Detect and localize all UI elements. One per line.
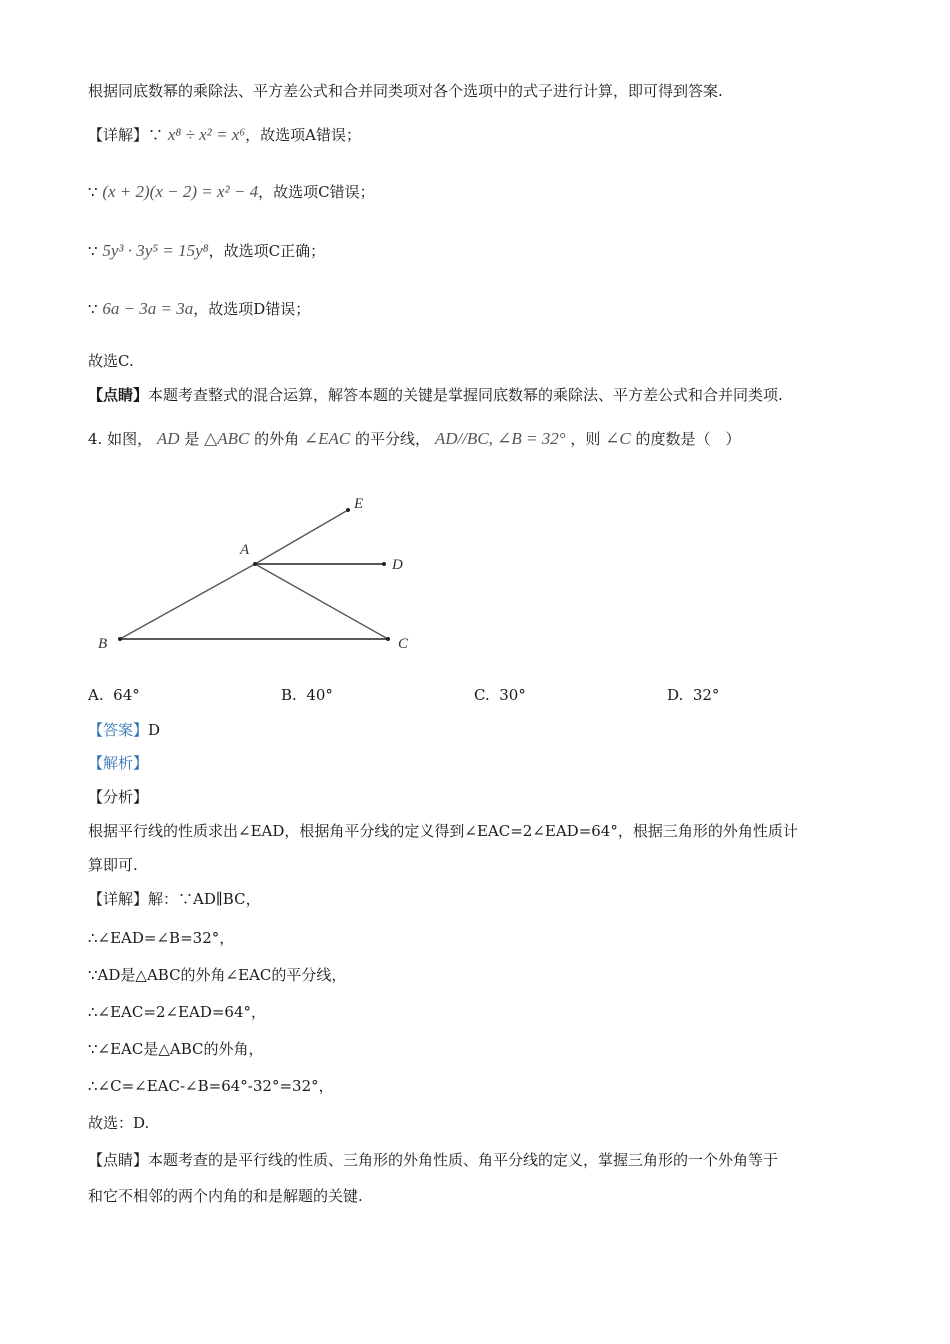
q4-question: 4. 如图， AD 是 △ABC 的外角 ∠EAC 的平分线， AD//BC, ∠B = 32° ，则 ∠C 的度数是（ ） — [88, 429, 741, 448]
detail-label: 【详解】 — [88, 126, 149, 144]
label-b: B — [98, 636, 108, 652]
label-e: E — [354, 496, 364, 512]
answer-label: 【答案】 — [88, 721, 149, 739]
analysis-label: 【解析】 — [88, 754, 149, 772]
q3-step4: ∵ 6a − 3a = 3a，故选项D错误； — [88, 299, 311, 318]
fenxi-line-2: 算即可. — [88, 856, 138, 874]
q4-comment-2: 和它不相邻的两个内角的和是解题的关键. — [88, 1187, 363, 1205]
q3-step1: 【详解】∵ x⁸ ÷ x² = x⁶，故选项A错误； — [88, 125, 362, 144]
fenxi-line-1: 根据平行线的性质求出∠EAD，根据角平分线的定义得到∠EAC=2∠EAD=64°，根据三角形的外角性质计 — [88, 822, 798, 840]
q4-comment-1: 【点睛】本题考查的是平行线的性质、三角形的外角性质、角平分线的定义，掌握三角形的一个外角等于 — [88, 1151, 779, 1169]
step1-formula: x⁸ ÷ x² = x⁶ — [167, 125, 246, 144]
detail-line-5: ∴∠C=∠EAC-∠B=64°-32°=32°， — [88, 1077, 334, 1095]
option-c: C. 30° — [474, 686, 526, 704]
step4-formula: 6a − 3a = 3a — [102, 299, 194, 318]
q3-step2: ∵ (x + 2)(x − 2) = x² − 4，故选项C错误； — [88, 182, 375, 201]
geometry-figure — [88, 490, 428, 660]
segment-ac — [255, 564, 388, 639]
segment-ae — [255, 510, 348, 564]
detail-head: 【详解】解：∵AD∥BC， — [88, 890, 261, 908]
label-d: D — [392, 557, 403, 573]
step3-formula: 5y³ · 3y⁵ = 15y⁸ — [102, 241, 209, 260]
q3-comment: 【点睛】本题考查整式的混合运算，解答本题的关键是掌握同底数幂的乘除法、平方差公式和合并同类项. — [88, 386, 783, 404]
detail-line-1: ∴∠EAD=∠B=32°， — [88, 929, 235, 947]
q3-choose: 故选C. — [88, 352, 134, 370]
detail-line-2: ∵AD是△ABC的外角∠EAC的平分线， — [88, 966, 347, 984]
label-a: A — [240, 542, 250, 558]
option-d: D. 32° — [667, 686, 720, 704]
answer-line: 【答案】D — [88, 721, 161, 739]
label-c: C — [398, 636, 409, 652]
detail-line-4: ∵∠EAC是△ABC的外角， — [88, 1040, 264, 1058]
q3-step3: ∵ 5y³ · 3y⁵ = 15y⁸，故选项C正确； — [88, 241, 326, 260]
comment-label: 【点睛】 — [88, 386, 149, 404]
detail-line-3: ∴∠EAC=2∠EAD=64°， — [88, 1003, 267, 1021]
fenxi-label: 【分析】 — [88, 788, 149, 806]
intro-text: 根据同底数幂的乘除法、平方差公式和合并同类项对各个选项中的式子进行计算，即可得到答案. — [88, 82, 723, 100]
option-b: B. 40° — [281, 686, 333, 704]
segment-ab — [120, 564, 255, 639]
q4-choose: 故选：D. — [88, 1114, 150, 1132]
option-a: A. 64° — [88, 686, 140, 704]
step2-formula: (x + 2)(x − 2) = x² − 4 — [102, 182, 259, 201]
